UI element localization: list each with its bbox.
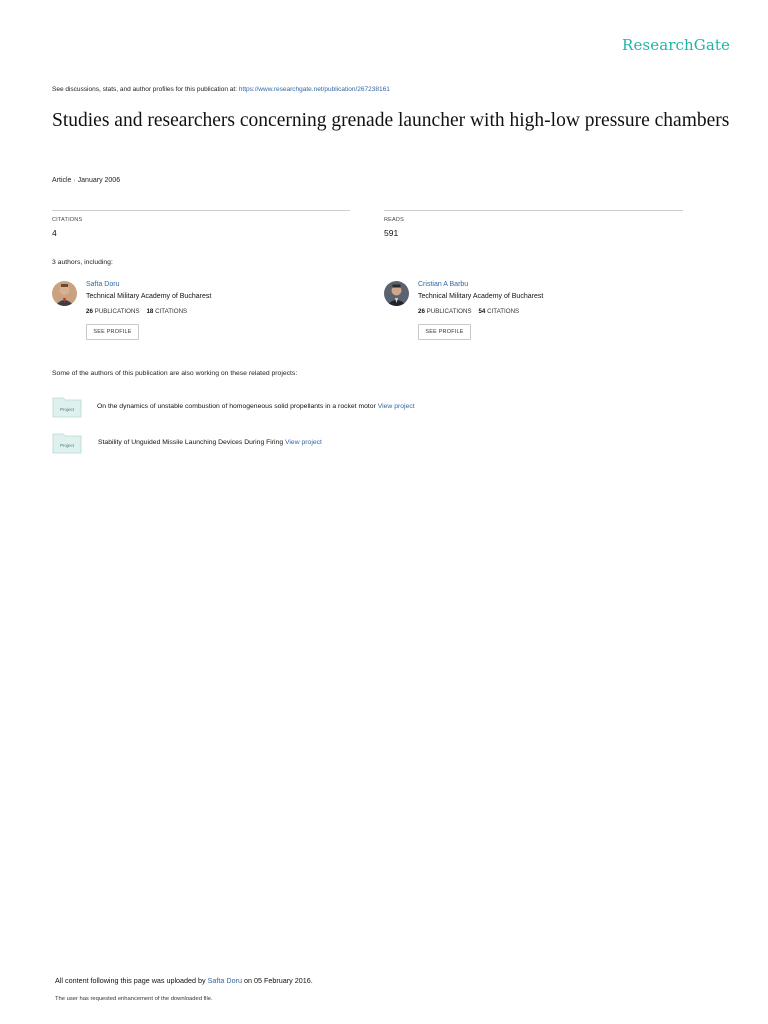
- citations-value: 4: [52, 228, 57, 238]
- author-affiliation: Technical Military Academy of Bucharest: [418, 293, 544, 300]
- project-item: [97, 403, 415, 410]
- discussion-line: [52, 86, 390, 93]
- citations-label: CITATIONS: [52, 217, 83, 223]
- publication-meta: Article · January 2006: [52, 177, 121, 184]
- author-avatar-safta-doru[interactable]: [52, 281, 77, 306]
- publication-url-link[interactable]: https://www.researchgate.net/publication/267238161: [238, 86, 390, 93]
- uploader-link[interactable]: Safta Doru: [207, 976, 242, 985]
- citations-label: CITATIONS: [155, 308, 188, 315]
- publications-count: 26: [418, 308, 425, 315]
- project-folder-icon: [52, 432, 82, 454]
- publications-count: 26: [86, 308, 93, 315]
- upload-suffix: on 05 February 2016.: [242, 976, 313, 985]
- project-item: [98, 439, 322, 446]
- related-projects-heading: Some of the authors of this publication are also working on these related projects:: [52, 370, 298, 377]
- reads-label: READS: [384, 217, 404, 223]
- project-title: Stability of Unguided Missile Launching Devices During Firing: [98, 439, 286, 446]
- citations-divider: [52, 210, 350, 211]
- download-note: The user has requested enhancement of the downloaded file.: [55, 996, 213, 1002]
- author-counts: [86, 308, 187, 315]
- author-affiliation: Technical Military Academy of Bucharest: [86, 293, 212, 300]
- publications-label: PUBLICATIONS: [426, 308, 472, 315]
- upload-notice: [55, 976, 313, 985]
- author-counts: [418, 308, 519, 315]
- discussion-prefix: See discussions, stats, and author profiles for this publication at:: [52, 86, 239, 93]
- project-icon-label: Project: [59, 443, 75, 448]
- citations-count: 18: [146, 308, 154, 315]
- view-project-link[interactable]: View project: [285, 439, 322, 446]
- publications-label: PUBLICATIONS: [94, 308, 140, 315]
- view-project-link[interactable]: View project: [377, 403, 415, 410]
- author-name-link[interactable]: Cristian A Barbu: [418, 281, 469, 288]
- authors-heading: 3 authors, including:: [52, 259, 113, 266]
- see-profile-button[interactable]: SEE PROFILE: [418, 324, 471, 340]
- project-title: On the dynamics of unstable combustion of homogeneous solid propellants in a rocket motor: [97, 403, 378, 410]
- researchgate-logo[interactable]: ResearchGate: [622, 36, 730, 54]
- author-name-link[interactable]: Safta Doru: [86, 281, 120, 288]
- reads-divider: [384, 210, 683, 211]
- author-avatar-cristian-barbu[interactable]: [384, 281, 409, 306]
- citations-count: 54: [478, 308, 486, 315]
- citations-label: CITATIONS: [487, 308, 520, 315]
- reads-value: 591: [384, 228, 399, 238]
- project-folder-icon: [52, 396, 82, 418]
- upload-prefix: All content following this page was uploaded by: [55, 976, 208, 985]
- publication-title: Studies and researchers concerning grenade launcher with high-low pressure chambers: [52, 110, 730, 131]
- project-icon-label: Project: [59, 407, 75, 412]
- see-profile-button[interactable]: SEE PROFILE: [86, 324, 139, 340]
